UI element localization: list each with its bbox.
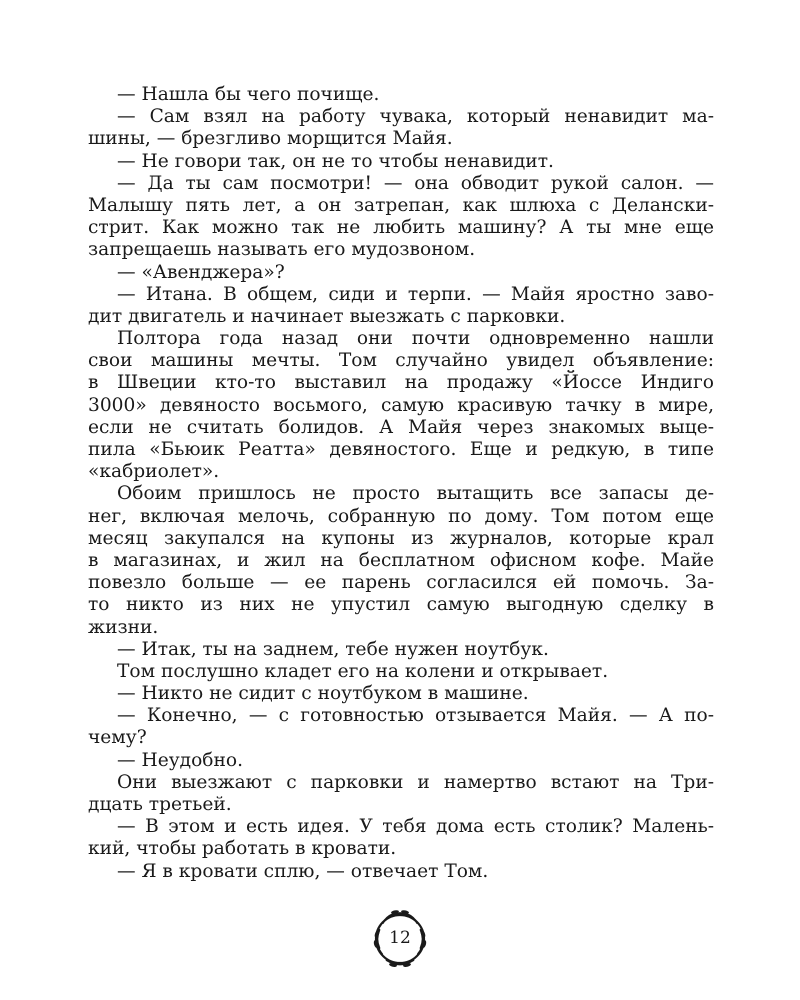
text-line: — Конечно, — с готовностью отзывается Майя. — А по- [117, 705, 714, 727]
text-line: — «Авенджера»? [117, 261, 285, 283]
text-line: — Нашла бы чего почище. [117, 84, 380, 105]
text-line: то никто из них не упустил самую выгодную сделку в [88, 594, 714, 616]
text-line: Малышу пять лет, а он затрепан, как шлюха с Делански- [88, 194, 714, 216]
text-line: Они выезжают с парковки и намертво встают на Три- [117, 771, 714, 793]
text-line: жизни. [88, 616, 159, 638]
text-line: — Сам взял на работу чувака, который ненавидит ма- [117, 106, 714, 128]
text-line: Полтора года назад они почти одновременно нашли [117, 328, 714, 350]
text-line: — Итана. В общем, сиди и терпи. — Майя яростно заво- [117, 283, 714, 305]
page-number: 12 [389, 928, 411, 948]
text-line: дцать третьей. [88, 794, 232, 815]
text-line: если не считать болидов. А Майя через знакомых выце- [88, 416, 714, 438]
text-line: — Неудобно. [117, 749, 243, 771]
text-line: месяц закупался на купоны из журналов, которые крал [88, 527, 714, 549]
text-line: — Итак, ты на заднем, тебе нужен ноутбук. [117, 638, 549, 660]
text-line: 3000» девяносто восьмого, самую красивую тачку в мире, [88, 394, 714, 416]
page-body [88, 84, 714, 883]
text-line: нег, включая мелочь, собранную по дому. Том потом еще [88, 505, 714, 527]
text-line: пила «Бьюик Реатта» девяностого. Еще и редкую, в типе [88, 439, 714, 460]
text-line: «кабриолет». [88, 461, 220, 483]
text-line: в Швеции кто-то выставил на продажу «Йоссе Индиго [88, 372, 714, 394]
text-line: стрит. Как можно так не любить машину? А ты мне еще [88, 217, 714, 239]
page-number-badge [369, 908, 431, 970]
text-line: — Я в кровати сплю, — отвечает Том. [117, 860, 489, 882]
text-line: — В этом и есть идея. У тебя дома есть столик? Малень- [117, 816, 714, 838]
text-line: шины, — брезгливо морщится Майя. [88, 128, 453, 150]
text-line: запрещаешь называть его мудозвоном. [88, 239, 476, 261]
text-line: в магазинах, и жил на бесплатном офисном кофе. Майе [88, 549, 714, 571]
text-line: Том послушно кладет его на колени и открывает. [117, 660, 609, 682]
text-line: дит двигатель и начинает выезжать с парковки. [88, 305, 566, 327]
text-line: — Да ты сам посмотри! — она обводит рукой салон. — [117, 172, 714, 194]
text-line: кий, чтобы работать в кровати. [88, 838, 397, 860]
text-line: чему? [88, 727, 147, 749]
text-line: — Никто не сидит с ноутбуком в машине. [117, 683, 529, 705]
text-line: повезло больше — ее парень согласился ей помочь. За- [88, 572, 714, 594]
text-line: — Не говори так, он не то чтобы ненавидит. [117, 150, 554, 172]
text-line: свои машины мечты. Том случайно увидел объявление: [88, 350, 714, 372]
text-line: Обоим пришлось не просто вытащить все запасы де- [117, 483, 714, 505]
